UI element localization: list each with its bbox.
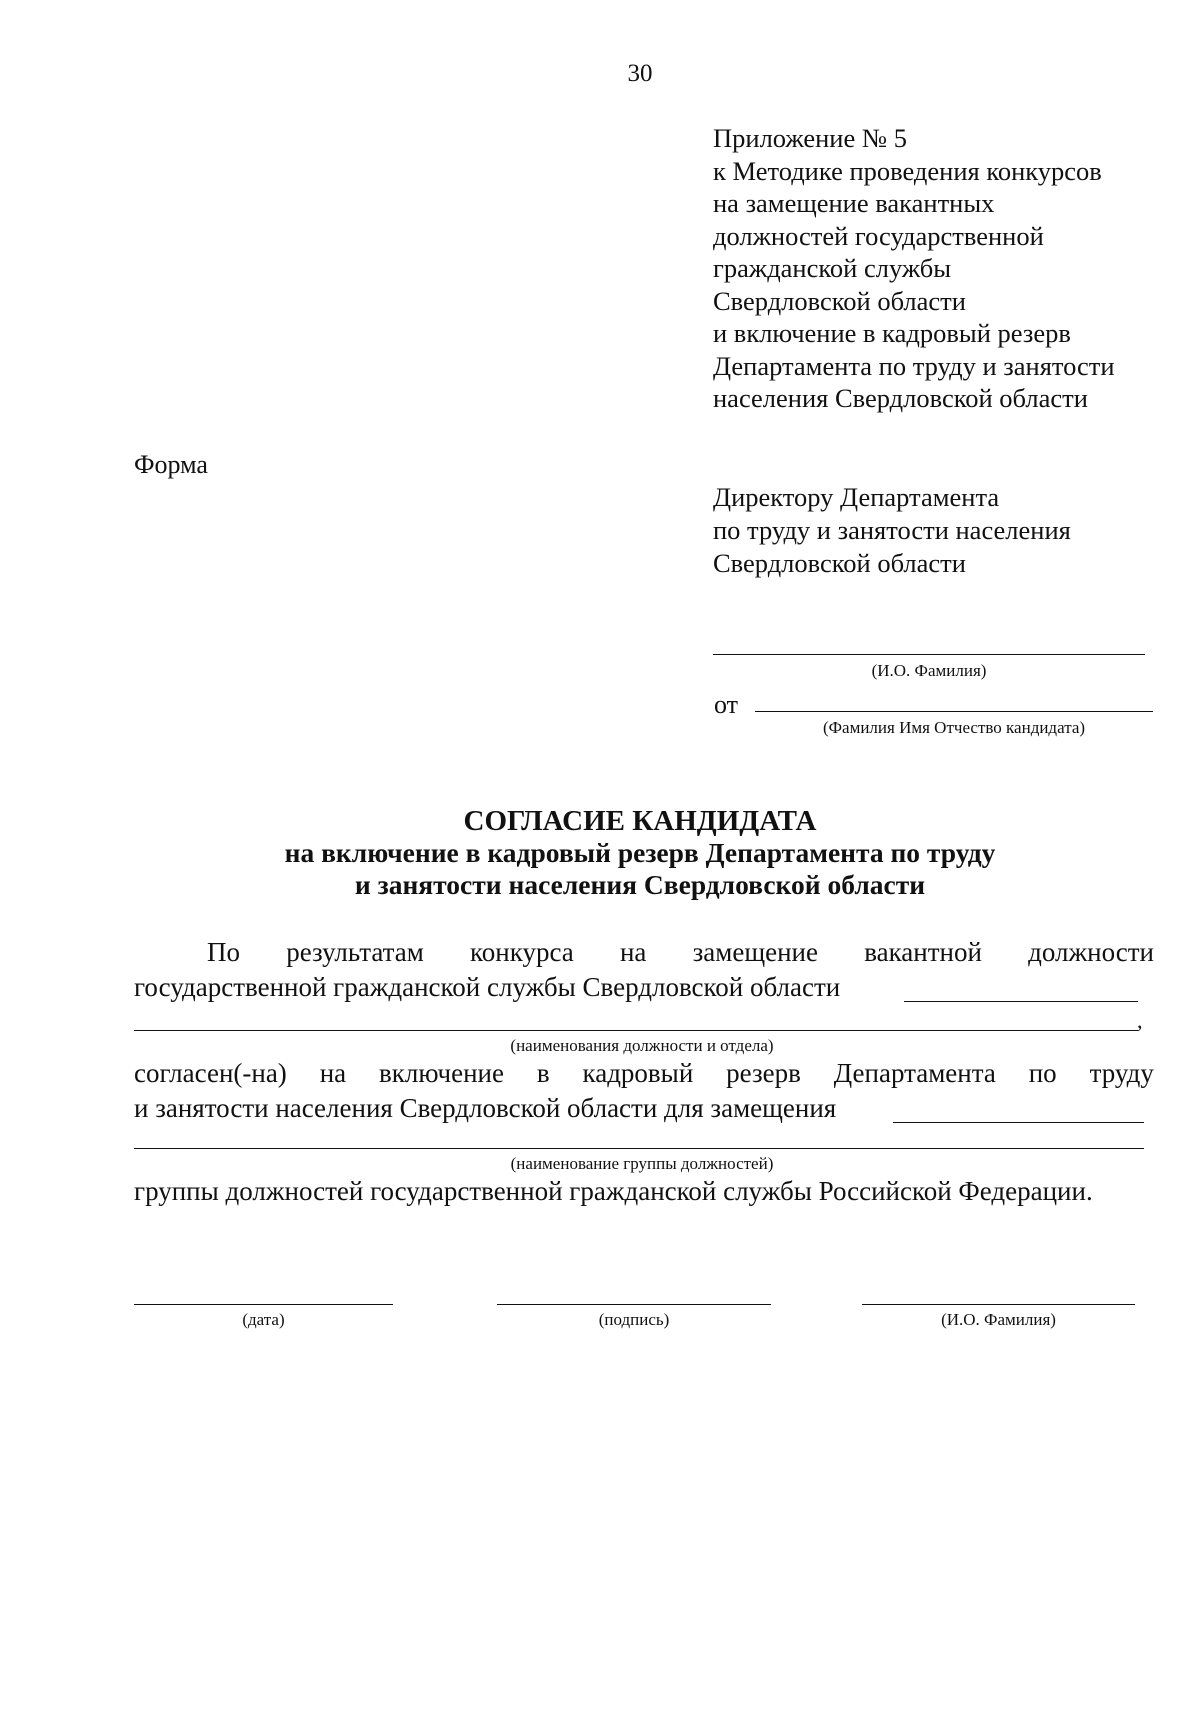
form-label: Форма xyxy=(134,450,208,479)
body-line-1 xyxy=(207,937,1154,968)
appendix-line: гражданской службы xyxy=(713,253,952,283)
signature-line[interactable] xyxy=(497,1304,771,1305)
body-word: вакантной xyxy=(864,937,982,967)
document-title xyxy=(0,805,1200,901)
body-word: замещение xyxy=(692,937,818,967)
body-word: конкурса xyxy=(470,937,574,967)
signature-caption: (подпись) xyxy=(598,1310,670,1329)
position-line-comma: , xyxy=(1137,1008,1143,1033)
appendix-line: Департамента по труду и занятости xyxy=(713,350,1115,381)
body-line-7-text: группы должностей государственной гражданской службы Российской Федерации. xyxy=(134,1176,1093,1206)
body-word: результатам xyxy=(286,937,424,967)
body-word: по xyxy=(1028,1058,1057,1088)
addressee-line: Свердловской области xyxy=(713,548,966,578)
body-line-5 xyxy=(134,1093,1154,1124)
position-caption: (наименования должности и отдела) xyxy=(510,1036,774,1055)
body-line-5-text: и занятости населения Свердловской области для замещения xyxy=(134,1093,837,1123)
addressee-line: по труду и занятости населения xyxy=(713,515,1071,545)
group-caption: (наименование группы должностей) xyxy=(510,1154,774,1173)
appendix-header xyxy=(713,122,1115,415)
addressee-line: Директору Департамента xyxy=(713,482,1000,512)
appendix-line: на замещение вакантных xyxy=(713,188,995,218)
group-fill-line-2[interactable] xyxy=(134,1148,1144,1149)
date-caption: (дата) xyxy=(242,1310,285,1329)
title-line-3: и занятости населения Свердловской области xyxy=(354,869,926,900)
body-word: на xyxy=(319,1058,347,1088)
body-word: согласен(-на) xyxy=(134,1058,287,1088)
body-line-2-text: государственной гражданской службы Свердловской области xyxy=(134,972,841,1002)
body-line-2 xyxy=(134,972,1154,1003)
name-caption: (И.О. Фамилия) xyxy=(941,1310,1056,1329)
appendix-line: Приложение № 5 xyxy=(713,123,908,153)
body-word: включение xyxy=(379,1058,504,1088)
candidate-name-caption: (Фамилия Имя Отчество кандидата) xyxy=(822,718,1086,737)
body-word: на xyxy=(619,937,647,967)
body-word: Департамента xyxy=(833,1058,996,1088)
body-word: кадровый xyxy=(582,1058,694,1088)
body-line-4 xyxy=(134,1058,1154,1089)
title-line-2: на включение в кадровый резерв Департамента по труду xyxy=(284,837,996,868)
appendix-line: Свердловской области xyxy=(713,285,966,316)
body-word: в xyxy=(536,1058,550,1088)
addressee-block xyxy=(713,481,1071,580)
position-fill-line-1[interactable] xyxy=(904,1001,1138,1002)
page-number: 30 xyxy=(627,60,653,87)
appendix-line: должностей государственной xyxy=(713,220,1044,251)
position-fill-line-2[interactable] xyxy=(134,1030,1138,1031)
group-fill-line-1[interactable] xyxy=(893,1122,1144,1123)
director-name-caption: (И.О. Фамилия) xyxy=(871,661,987,680)
body-word: должности xyxy=(1028,937,1154,967)
body-word: По xyxy=(207,937,240,967)
title-main: СОГЛАСИЕ КАНДИДАТА xyxy=(463,805,817,837)
appendix-line: к Методике проведения конкурсов xyxy=(713,155,1102,186)
candidate-name-line[interactable] xyxy=(755,711,1153,712)
appendix-line: населения Свердловской области xyxy=(713,383,1088,413)
body-word: труду xyxy=(1089,1058,1154,1088)
body-word: резерв xyxy=(726,1058,801,1088)
from-label: от xyxy=(714,690,739,719)
appendix-line: и включение в кадровый резерв xyxy=(713,318,1071,348)
director-name-line[interactable] xyxy=(713,654,1145,655)
date-line[interactable] xyxy=(134,1304,393,1305)
body-line-7 xyxy=(134,1176,1164,1207)
name-line[interactable] xyxy=(862,1304,1135,1305)
